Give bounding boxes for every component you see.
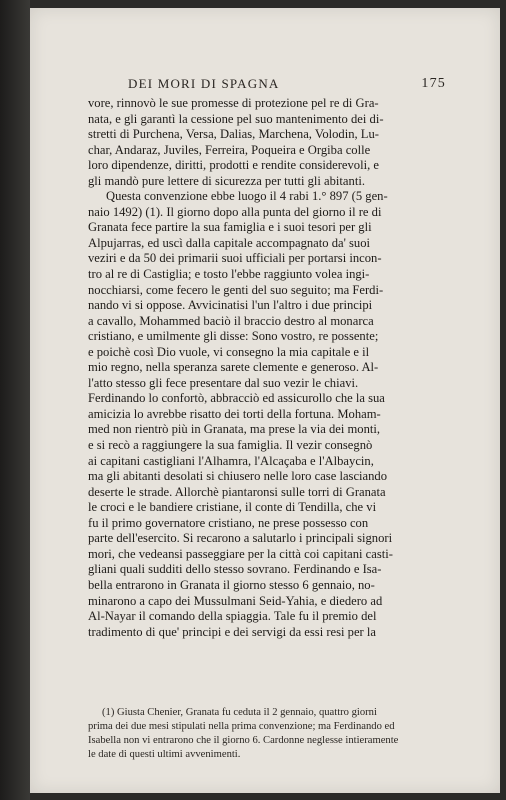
body-line: Al-Nayar il comando della spiaggia. Tale fu il premio del xyxy=(88,609,377,624)
body-line: gliani quali sudditi dello stesso sovrano. Ferdinando e Isa- xyxy=(88,562,382,577)
body-line: ai capitani castigliani l'Alhamra, l'Alcaçaba e l'Albaycin, xyxy=(88,453,374,468)
body-line: l'atto stesso gli fece presentare dal suo vezir le chiavi. xyxy=(88,375,359,390)
body-line: Granata fece partire la sua famiglia e i suoi tesori per gli xyxy=(88,220,372,235)
body-line: Alpujarras, ed uscì dalla capitale accompagnato da' suoi xyxy=(88,235,371,250)
body-line: char, Andaraz, Juviles, Ferreira, Poqueira e Orgiba colle xyxy=(88,142,371,157)
body-line: tradimento di que' principi e dei servigi da essi resi per la xyxy=(88,624,376,639)
body-line: minarono a capo dei Mussulmani Seid-Yahia, e diedero ad xyxy=(88,593,383,608)
body-line: le croci e le bandiere cristiane, il conte di Tendilla, che vi xyxy=(88,500,377,515)
body-line: Ferdinando lo confortò, abbracciò ed assicurollo che la sua xyxy=(88,391,385,406)
body-line: nando vi si oppose. Avvicinatisi l'un l'altro i due principi xyxy=(88,298,373,313)
body-line: loro dipendenze, diritti, prodotti e rendite considerevoli, e xyxy=(88,158,379,173)
body-line: e poichè così Dio vuole, vi consegno la mia capitale e il xyxy=(88,344,370,359)
body-line: amicizia lo avrebbe risatto dei torti della fortuna. Moham- xyxy=(88,406,381,421)
running-title: DEI MORI DI SPAGNA xyxy=(128,76,280,91)
body-line: tro al re di Castiglia; e tosto l'ebbe raggiunto volea ingi- xyxy=(88,267,370,282)
body-line: a cavallo, Mohammed baciò il braccio destro al monarca xyxy=(88,313,374,328)
body-line: deserte le strade. Allorchè piantaronsi sulle torri di Granata xyxy=(88,484,386,499)
body-line: med non rientrò più in Granata, ma prese la via dei monti, xyxy=(88,422,381,437)
body-line: Questa convenzione ebbe luogo il 4 rabi 1.° 897 (5 gen- xyxy=(106,189,388,204)
body-line: mori, che vedeansi passeggiare per la città coi capitani casti- xyxy=(88,546,393,561)
body-line: stretti di Purchena, Versa, Dalias, Marchena, Volodin, Lu- xyxy=(88,127,379,142)
footnote-line: Isabella non vi entrarono che il giorno 6. Cardonne neglesse intieramente xyxy=(88,735,399,746)
body-line: veziri e da 50 dei primarii suoi ufficiali per portarsi incon- xyxy=(88,251,382,266)
body-line: mio regno, nella speranza sarete clemente e generoso. Al- xyxy=(88,360,379,375)
running-header xyxy=(128,76,446,94)
footnote xyxy=(88,706,448,762)
footnote-line: le date di questi ultimi avvenimenti. xyxy=(88,749,241,760)
body-line: vore, rinnovò le sue promesse di protezione pel re di Gra- xyxy=(88,96,379,110)
body-line: fu il primo governatore cristiano, ne prese possesso con xyxy=(88,515,369,530)
book-spine-shadow xyxy=(0,0,30,800)
body-line: nata, e gli garantì la cessione pel suo mantenimento dei di- xyxy=(88,111,384,126)
page-number: 175 xyxy=(421,76,446,91)
body-text xyxy=(88,96,448,640)
footnote-line: prima dei due mesi stipulati nella prima convenzione; ma Ferdinando ed xyxy=(88,721,395,732)
body-line: nocchiarsi, come fecero le genti del suo seguito; ma Ferdi- xyxy=(88,282,384,297)
footnote-line: (1) Giusta Chenier, Granata fu ceduta il 2 gennaio, quattro giorni xyxy=(102,707,377,718)
body-line: parte dell'esercito. Si recarono a salutarlo i principali signori xyxy=(88,531,393,546)
body-line: cristiano, e umilmente gli disse: Sono vostro, re possente; xyxy=(88,329,379,344)
body-line: ma gli abitanti desolati si chiusero nelle loro case lasciando xyxy=(88,469,388,484)
body-line: e si recò a raggiungere la sua famiglia. Il vezir consegnò xyxy=(88,438,373,453)
body-line: naio 1492) (1). Il giorno dopo alla punta del giorno il re di xyxy=(88,204,382,219)
body-line: bella entrarono in Granata il giorno stesso 6 gennaio, no- xyxy=(88,577,375,592)
body-line: gli mandò pure lettere di sicurezza per tutti gli abitanti. xyxy=(88,173,365,188)
